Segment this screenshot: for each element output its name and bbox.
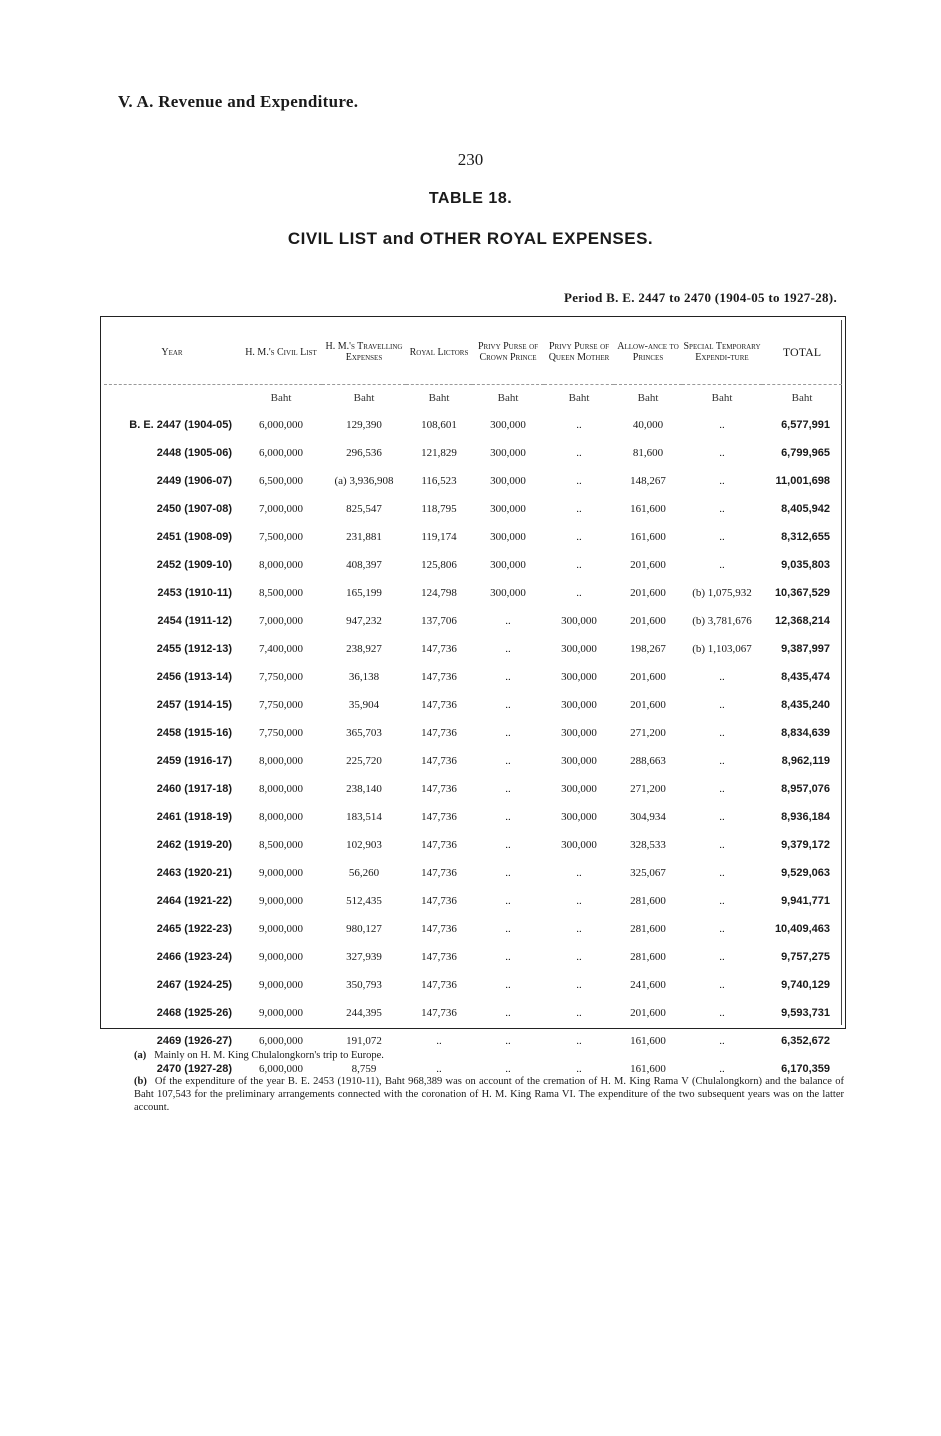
total-cell: 9,529,063: [781, 867, 830, 879]
total-cell: 8,962,119: [781, 755, 830, 767]
unit-cell: Baht: [568, 392, 590, 404]
travelling-cell: 512,435: [346, 895, 382, 907]
civil-list-cell: 7,400,000: [259, 643, 303, 655]
col-header-allowance-princes: Allow-ance to Princes: [614, 320, 682, 385]
lictors-cell: 116,523: [421, 475, 457, 487]
year-cell: 2470 (1927-28): [156, 1063, 232, 1075]
travelling-cell: 408,397: [346, 559, 382, 571]
footnote-label: (a): [134, 1050, 147, 1061]
special-cell: ..: [719, 671, 725, 683]
unit-cell: Baht: [497, 392, 519, 404]
crown-prince-cell: ..: [505, 643, 511, 655]
allowance-cell: 198,267: [630, 643, 666, 655]
civil-list-cell: 6,000,000: [259, 447, 303, 459]
travelling-cell: 8,759: [351, 1063, 377, 1075]
special-cell: ..: [719, 447, 725, 459]
allowance-cell: 161,600: [630, 503, 666, 515]
queen-mother-cell: ..: [576, 895, 582, 907]
travelling-cell: 102,903: [346, 839, 382, 851]
table-row: [104, 467, 842, 495]
footnote-label: (b): [134, 1076, 147, 1087]
crown-prince-cell: 300,000: [490, 531, 526, 543]
allowance-cell: 201,600: [630, 559, 666, 571]
crown-prince-cell: 300,000: [490, 475, 526, 487]
col-header-crown-prince: Privy Purse of Crown Prince: [472, 320, 544, 385]
special-cell: ..: [719, 755, 725, 767]
table-row: [104, 607, 842, 635]
year-cell: 2451 (1908-09): [156, 531, 232, 543]
civil-list-cell: 7,750,000: [259, 727, 303, 739]
table-row: [104, 663, 842, 691]
civil-list-cell: 7,750,000: [259, 671, 303, 683]
total-cell: 12,368,214: [774, 615, 830, 627]
crown-prince-cell: 300,000: [490, 419, 526, 431]
total-cell: 6,352,672: [781, 1035, 830, 1047]
year-cell: 2469 (1926-27): [156, 1035, 232, 1047]
civil-list-cell: 8,500,000: [259, 839, 303, 851]
col-header-travelling-expenses: H. M.'s Travelling Expenses: [322, 320, 406, 385]
total-cell: 10,367,529: [774, 587, 830, 599]
unit-cell: [104, 385, 240, 412]
footnote-text: Mainly on H. M. King Chulalongkorn's trip to Europe.: [154, 1050, 384, 1061]
year-cell: 2454 (1911-12): [157, 615, 232, 627]
travelling-cell: 947,232: [346, 615, 382, 627]
table-row: [104, 719, 842, 747]
special-cell: ..: [719, 475, 725, 487]
special-cell: ..: [719, 1063, 725, 1075]
crown-prince-cell: ..: [505, 671, 511, 683]
lictors-cell: 147,736: [421, 727, 457, 739]
year-cell: 2468 (1925-26): [156, 1007, 232, 1019]
civil-list-cell: 9,000,000: [259, 1007, 303, 1019]
special-cell: ..: [719, 923, 725, 935]
table-row: [104, 999, 842, 1027]
total-cell: 6,170,359: [781, 1063, 830, 1075]
crown-prince-cell: ..: [505, 783, 511, 795]
year-cell: 2449 (1906-07): [156, 475, 232, 487]
lictors-cell: 147,736: [421, 671, 457, 683]
queen-mother-cell: 300,000: [561, 727, 597, 739]
travelling-cell: 56,260: [348, 867, 380, 879]
travelling-cell: 980,127: [346, 923, 382, 935]
crown-prince-cell: ..: [505, 615, 511, 627]
table-number: TABLE 18.: [428, 190, 513, 207]
year-cell: 2466 (1923-24): [156, 951, 232, 963]
table-row: [104, 579, 842, 607]
travelling-cell: 365,703: [346, 727, 382, 739]
queen-mother-cell: 300,000: [561, 671, 597, 683]
special-cell: ..: [719, 951, 725, 963]
table-row: [104, 943, 842, 971]
special-cell: ..: [719, 699, 725, 711]
queen-mother-cell: ..: [576, 1035, 582, 1047]
crown-prince-cell: 300,000: [490, 447, 526, 459]
travelling-cell: 231,881: [346, 531, 382, 543]
queen-mother-cell: ..: [576, 867, 582, 879]
crown-prince-cell: ..: [505, 867, 511, 879]
units-row: [104, 385, 842, 412]
crown-prince-cell: ..: [505, 811, 511, 823]
queen-mother-cell: 300,000: [561, 839, 597, 851]
year-cell: 2462 (1919-20): [156, 839, 232, 851]
total-cell: 9,740,129: [781, 979, 830, 991]
total-cell: 8,936,184: [781, 811, 830, 823]
special-cell: ..: [719, 503, 725, 515]
queen-mother-cell: ..: [576, 419, 582, 431]
special-cell: ..: [719, 1007, 725, 1019]
lictors-cell: ..: [436, 1035, 442, 1047]
lictors-cell: 147,736: [421, 783, 457, 795]
total-cell: 9,941,771: [781, 895, 830, 907]
queen-mother-cell: 300,000: [561, 643, 597, 655]
lictors-cell: 147,736: [421, 811, 457, 823]
table-title: CIVIL LIST and OTHER ROYAL EXPENSES.: [287, 229, 654, 248]
total-cell: 6,799,965: [781, 447, 830, 459]
allowance-cell: 40,000: [632, 419, 664, 431]
special-cell: ..: [719, 531, 725, 543]
lictors-cell: 124,798: [421, 587, 457, 599]
crown-prince-cell: 300,000: [490, 559, 526, 571]
crown-prince-cell: ..: [505, 1035, 511, 1047]
travelling-cell: 35,904: [348, 699, 380, 711]
civil-list-cell: 8,000,000: [259, 811, 303, 823]
queen-mother-cell: 300,000: [561, 699, 597, 711]
table-row: [104, 411, 842, 439]
allowance-cell: 281,600: [630, 895, 666, 907]
col-header-total: TOTAL: [762, 320, 842, 385]
year-cell: 2452 (1909-10): [156, 559, 232, 571]
crown-prince-cell: ..: [505, 1007, 511, 1019]
year-cell: 2455 (1912-13): [156, 643, 232, 655]
allowance-cell: 281,600: [630, 951, 666, 963]
col-header-special-expenditure: Special Temporary Expendi-ture: [682, 320, 762, 385]
allowance-cell: 325,067: [630, 867, 666, 879]
allowance-cell: 201,600: [630, 1007, 666, 1019]
footnote-text: Of the expenditure of the year B. E. 2453 (1910-11), Baht 968,389 was on account of the cremation of H. M. King Rama V (Chulalongkorn) and the balance of Baht 107,543 for the preliminary arrangements connected with the coronation of H. M. King Rama VI. The expenditure of the two subsequent years was on the latter account.: [134, 1076, 844, 1113]
civil-list-cell: 9,000,000: [259, 895, 303, 907]
queen-mother-cell: ..: [576, 559, 582, 571]
lictors-cell: 147,736: [421, 951, 457, 963]
crown-prince-cell: ..: [505, 979, 511, 991]
queen-mother-cell: 300,000: [561, 755, 597, 767]
total-cell: 9,593,731: [781, 1007, 830, 1019]
queen-mother-cell: ..: [576, 923, 582, 935]
total-cell: 11,001,698: [775, 475, 830, 487]
travelling-cell: 165,199: [346, 587, 382, 599]
special-cell: ..: [719, 727, 725, 739]
travelling-cell: 296,536: [346, 447, 382, 459]
header-row: [104, 320, 842, 385]
table-row: [104, 551, 842, 579]
table-row: [104, 775, 842, 803]
allowance-cell: 201,600: [630, 615, 666, 627]
queen-mother-cell: ..: [576, 979, 582, 991]
total-cell: 6,577,991: [781, 419, 830, 431]
civil-list-cell: 9,000,000: [259, 951, 303, 963]
lictors-cell: 147,736: [421, 1007, 457, 1019]
lictors-cell: 147,736: [421, 643, 457, 655]
year-cell: 2464 (1921-22): [156, 895, 232, 907]
page-number: 230: [457, 150, 484, 169]
crown-prince-cell: ..: [505, 727, 511, 739]
lictors-cell: 147,736: [421, 755, 457, 767]
table-row: [104, 747, 842, 775]
year-cell: 2453 (1910-11): [157, 587, 232, 599]
total-cell: 9,035,803: [781, 559, 830, 571]
civil-list-cell: 7,000,000: [259, 615, 303, 627]
travelling-cell: 191,072: [346, 1035, 382, 1047]
lictors-cell: 147,736: [421, 867, 457, 879]
allowance-cell: 281,600: [630, 923, 666, 935]
total-cell: 8,957,076: [781, 783, 830, 795]
travelling-cell: 238,140: [346, 783, 382, 795]
total-cell: 9,379,172: [781, 839, 830, 851]
table-row: [104, 691, 842, 719]
crown-prince-cell: ..: [505, 895, 511, 907]
table-row: [104, 803, 842, 831]
allowance-cell: 201,600: [630, 671, 666, 683]
special-cell: ..: [719, 867, 725, 879]
year-cell: 2448 (1905-06): [156, 447, 232, 459]
civil-list-cell: 8,000,000: [259, 755, 303, 767]
queen-mother-cell: ..: [576, 531, 582, 543]
special-cell: ..: [719, 979, 725, 991]
queen-mother-cell: 300,000: [561, 783, 597, 795]
queen-mother-cell: ..: [576, 503, 582, 515]
lictors-cell: 108,601: [421, 419, 457, 431]
allowance-cell: 304,934: [630, 811, 666, 823]
year-cell: 2463 (1920-21): [156, 867, 232, 879]
civil-list-cell: 6,000,000: [259, 419, 303, 431]
queen-mother-cell: 300,000: [561, 811, 597, 823]
special-cell: (b) 1,075,932: [692, 587, 752, 599]
total-cell: 10,409,463: [774, 923, 830, 935]
lictors-cell: 147,736: [421, 699, 457, 711]
col-header-civil-list: H. M.'s Civil List: [240, 320, 322, 385]
lictors-cell: ..: [436, 1063, 442, 1075]
unit-cell: Baht: [353, 392, 375, 404]
lictors-cell: 125,806: [421, 559, 457, 571]
civil-list-cell: 6,500,000: [259, 475, 303, 487]
unit-cell: Baht: [791, 392, 813, 404]
civil-list-table: [104, 320, 842, 1083]
queen-mother-cell: ..: [576, 951, 582, 963]
crown-prince-cell: ..: [505, 839, 511, 851]
queen-mother-cell: ..: [576, 1007, 582, 1019]
allowance-cell: 241,600: [630, 979, 666, 991]
civil-list-cell: 7,750,000: [259, 699, 303, 711]
total-cell: 8,312,655: [781, 531, 830, 543]
allowance-cell: 328,533: [630, 839, 666, 851]
year-cell: 2461 (1918-19): [156, 811, 232, 823]
lictors-cell: 137,706: [421, 615, 457, 627]
civil-list-cell: 9,000,000: [259, 923, 303, 935]
table-row: [104, 859, 842, 887]
table-row: [104, 831, 842, 859]
unit-cell: Baht: [711, 392, 733, 404]
crown-prince-cell: ..: [505, 1063, 511, 1075]
table-row: [104, 915, 842, 943]
queen-mother-cell: ..: [576, 475, 582, 487]
allowance-cell: 148,267: [630, 475, 666, 487]
total-cell: 9,387,997: [781, 643, 830, 655]
crown-prince-cell: 300,000: [490, 587, 526, 599]
allowance-cell: 271,200: [630, 783, 666, 795]
crown-prince-cell: ..: [505, 923, 511, 935]
table-row: [104, 495, 842, 523]
civil-list-cell: 9,000,000: [259, 979, 303, 991]
travelling-cell: (a) 3,936,908: [334, 475, 394, 487]
year-cell: 2457 (1914-15): [156, 699, 232, 711]
lictors-cell: 119,174: [421, 531, 457, 543]
total-cell: 9,757,275: [781, 951, 830, 963]
col-header-queen-mother: Privy Purse of Queen Mother: [544, 320, 614, 385]
queen-mother-cell: ..: [576, 1063, 582, 1075]
special-cell: (b) 3,781,676: [692, 615, 752, 627]
special-cell: ..: [719, 783, 725, 795]
civil-list-cell: 6,000,000: [259, 1035, 303, 1047]
year-cell: B. E. 2447 (1904-05): [129, 419, 232, 431]
civil-list-cell: 6,000,000: [259, 1063, 303, 1075]
allowance-cell: 161,600: [630, 1035, 666, 1047]
total-cell: 8,435,240: [781, 699, 830, 711]
travelling-cell: 327,939: [346, 951, 382, 963]
allowance-cell: 81,600: [632, 447, 664, 459]
table-row: [104, 887, 842, 915]
crown-prince-cell: ..: [505, 699, 511, 711]
table-row: [104, 523, 842, 551]
unit-cell: Baht: [428, 392, 450, 404]
footnote-a: [134, 1049, 844, 1062]
special-cell: (b) 1,103,067: [692, 643, 752, 655]
year-cell: 2465 (1922-23): [156, 923, 232, 935]
lictors-cell: 147,736: [421, 979, 457, 991]
queen-mother-cell: 300,000: [561, 615, 597, 627]
travelling-cell: 225,720: [346, 755, 382, 767]
section-heading: V. A. Revenue and Expenditure.: [118, 92, 359, 111]
queen-mother-cell: ..: [576, 447, 582, 459]
crown-prince-cell: ..: [505, 951, 511, 963]
crown-prince-cell: ..: [505, 755, 511, 767]
civil-list-cell: 8,000,000: [259, 783, 303, 795]
special-cell: ..: [719, 839, 725, 851]
table-row: [104, 635, 842, 663]
travelling-cell: 350,793: [346, 979, 382, 991]
period-caption: Period B. E. 2447 to 2470 (1904-05 to 1927-28).: [564, 290, 837, 305]
lictors-cell: 147,736: [421, 895, 457, 907]
special-cell: ..: [719, 419, 725, 431]
lictors-cell: 147,736: [421, 923, 457, 935]
total-cell: 8,834,639: [781, 727, 830, 739]
lictors-cell: 121,829: [421, 447, 457, 459]
year-cell: 2458 (1915-16): [156, 727, 232, 739]
special-cell: ..: [719, 559, 725, 571]
allowance-cell: 288,663: [630, 755, 666, 767]
travelling-cell: 129,390: [346, 419, 382, 431]
allowance-cell: 201,600: [630, 699, 666, 711]
total-cell: 8,405,942: [781, 503, 830, 515]
allowance-cell: 161,600: [630, 1063, 666, 1075]
travelling-cell: 36,138: [348, 671, 380, 683]
lictors-cell: 147,736: [421, 839, 457, 851]
table-row: [104, 971, 842, 999]
lictors-cell: 118,795: [421, 503, 457, 515]
civil-list-cell: 8,000,000: [259, 559, 303, 571]
queen-mother-cell: ..: [576, 587, 582, 599]
year-cell: 2456 (1913-14): [156, 671, 232, 683]
year-cell: 2467 (1924-25): [156, 979, 232, 991]
allowance-cell: 201,600: [630, 587, 666, 599]
travelling-cell: 238,927: [346, 643, 382, 655]
civil-list-cell: 9,000,000: [259, 867, 303, 879]
special-cell: ..: [719, 895, 725, 907]
travelling-cell: 825,547: [346, 503, 382, 515]
year-cell: 2450 (1907-08): [156, 503, 232, 515]
crown-prince-cell: 300,000: [490, 503, 526, 515]
civil-list-cell: 7,000,000: [259, 503, 303, 515]
civil-list-cell: 7,500,000: [259, 531, 303, 543]
special-cell: ..: [719, 1035, 725, 1047]
table-body: [104, 411, 842, 1083]
allowance-cell: 161,600: [630, 531, 666, 543]
table-row: [104, 439, 842, 467]
year-cell: 2460 (1917-18): [156, 783, 232, 795]
civil-list-cell: 8,500,000: [259, 587, 303, 599]
total-cell: 8,435,474: [781, 671, 830, 683]
col-header-year: Year: [104, 320, 240, 385]
footnote-b: [134, 1075, 844, 1114]
special-cell: ..: [719, 811, 725, 823]
year-cell: 2459 (1916-17): [156, 755, 232, 767]
col-header-royal-lictors: Royal Lictors: [406, 320, 472, 385]
travelling-cell: 183,514: [346, 811, 382, 823]
allowance-cell: 271,200: [630, 727, 666, 739]
unit-cell: Baht: [637, 392, 659, 404]
travelling-cell: 244,395: [346, 1007, 382, 1019]
unit-cell: Baht: [270, 392, 292, 404]
